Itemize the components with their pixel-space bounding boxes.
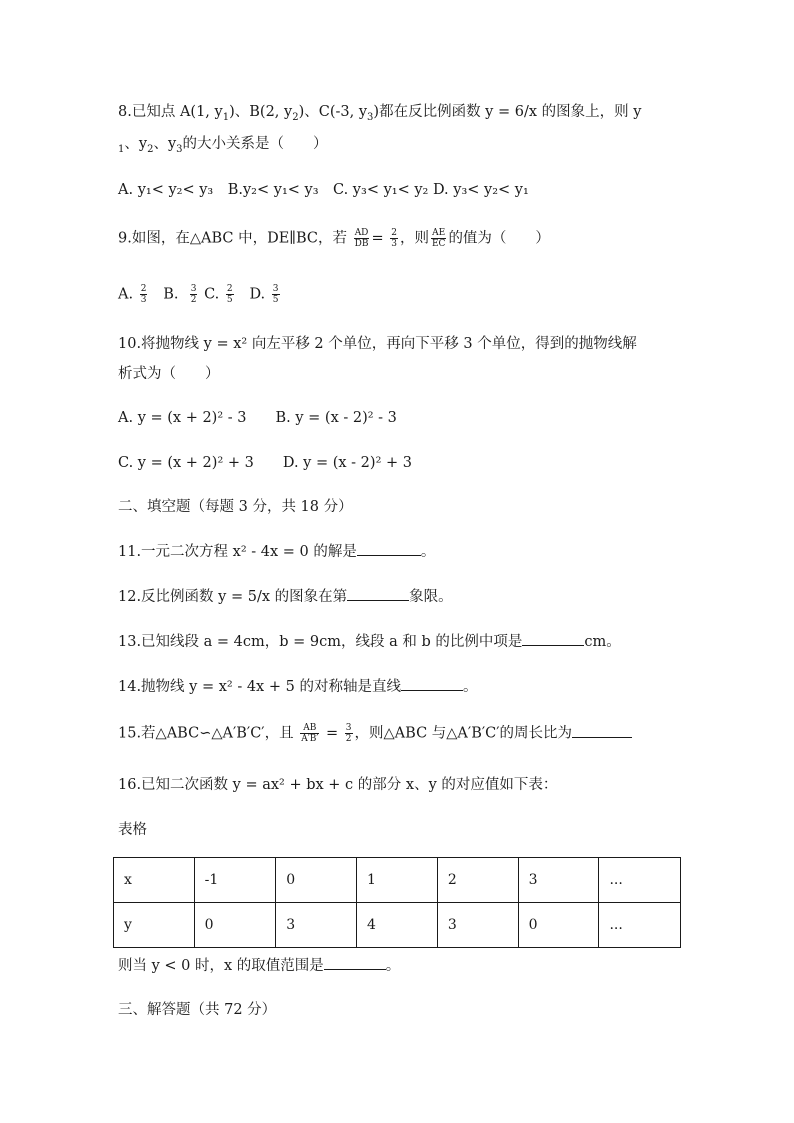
table-cell: y <box>114 903 195 948</box>
values-table <box>113 857 681 948</box>
table-row <box>114 903 681 948</box>
table-caption: 表格 <box>118 822 147 838</box>
table-cell: 4 <box>357 903 438 948</box>
table-cell: 3 <box>437 903 518 948</box>
fraction-ae-ec: $\frac{AE}{EC}$ <box>431 228 446 249</box>
q10-line1: 10.将抛物线 y = x² 向左平移 2 个单位，再向下平移 3 个单位，得到的抛物线解 <box>118 336 637 352</box>
table-cell: 3 <box>276 903 357 948</box>
table-cell: 0 <box>276 858 357 903</box>
fraction-ab-a'b': $\frac{AB}{A'B'}$ <box>301 723 319 744</box>
q9-options: A. $\frac{2}{3}$ B. $\frac{3}{2}$ C. $\frac{2}{5}$ D. $\frac{3}{5}$ <box>118 284 279 305</box>
table-cell: 3 <box>518 858 599 903</box>
table-cell: ... <box>599 903 681 948</box>
q16-follow-up: 则当 y < 0 时，x 的取值范围是 。 <box>118 958 401 974</box>
option-b-fraction: $\frac{3}{2}$ <box>190 284 197 305</box>
table-row <box>114 858 681 903</box>
q8-line2: $_1$、$y_2$、$y_3$的大小关系是（ ） <box>118 136 328 155</box>
option-a-fraction: $\frac{2}{3}$ <box>140 284 147 305</box>
q10-options-ab: A. y = (x + 2)² - 3 B. y = (x - 2)² - 3 <box>118 410 397 426</box>
q11: 11.一元二次方程 x² - 4x = 0 的解是 。 <box>118 544 436 560</box>
q15: 15.若△ABC∽△A′B′C′，且 $\frac{AB}{A'B'}$ = $\frac{3}{2}$ ，则△ABC 与△A′B′C′的周长比为 <box>118 723 632 744</box>
q8-options: A. y₁< y₂< y₃ B.y₂< y₁< y₃ C. y₃< y₁< y₂ D. y₃< y₂< y₁ <box>118 182 529 198</box>
table-cell: 2 <box>437 858 518 903</box>
table-cell: x <box>114 858 195 903</box>
q10-options-cd: C. y = (x + 2)² + 3 D. y = (x - 2)² + 3 <box>118 455 412 471</box>
section-2-heading: 二、填空题（每题 3 分，共 18 分） <box>118 499 353 515</box>
table-cell: 0 <box>194 903 276 948</box>
table-cell: 0 <box>518 903 599 948</box>
option-d-fraction: $\frac{3}{5}$ <box>272 284 279 305</box>
table-cell: ... <box>599 858 681 903</box>
section-3-heading: 三、解答题（共 72 分） <box>118 1002 277 1018</box>
answer-blank <box>347 588 409 601</box>
q10-line2: 析式为（ ） <box>118 366 220 382</box>
fraction-2-3: $\frac{2}{3}$ <box>391 228 397 249</box>
option-c-fraction: $\frac{2}{5}$ <box>226 284 233 305</box>
q12: 12.反比例函数 y = 5/x 的图象在第 象限。 <box>118 589 453 605</box>
answer-blank <box>357 543 421 556</box>
answer-blank <box>522 633 584 646</box>
q9-question: 9.如图，在△ABC 中，DE∥BC，若 $\frac{AD}{DB}$ = $\frac{2}{3}$ ，则 $\frac{AE}{EC}$ 的值为（ ） <box>118 228 550 249</box>
table-cell: 1 <box>357 858 438 903</box>
fraction-ad-db: $\frac{AD}{DB}$ <box>354 228 369 249</box>
q14: 14.抛物线 y = x² - 4x + 5 的对称轴是直线 。 <box>118 679 478 695</box>
answer-blank <box>572 725 632 738</box>
fraction-3-2: $\frac{3}{2}$ <box>345 723 352 744</box>
table-cell: -1 <box>194 858 276 903</box>
q16-question: 16.已知二次函数 y = ax² + bx + c 的部分 x、y 的对应值如下表： <box>118 777 558 793</box>
answer-blank <box>401 678 463 691</box>
q8-line1: 8.已知点 A(1, $y_1$)、B(2, $y_2$)、C(-3, $y_3$)都在反比例函数 y = 6/x 的图象上，则 y <box>118 104 642 123</box>
q13: 13.已知线段 a = 4cm，b = 9cm，线段 a 和 b 的比例中项是 cm。 <box>118 634 621 650</box>
answer-blank <box>324 957 386 970</box>
